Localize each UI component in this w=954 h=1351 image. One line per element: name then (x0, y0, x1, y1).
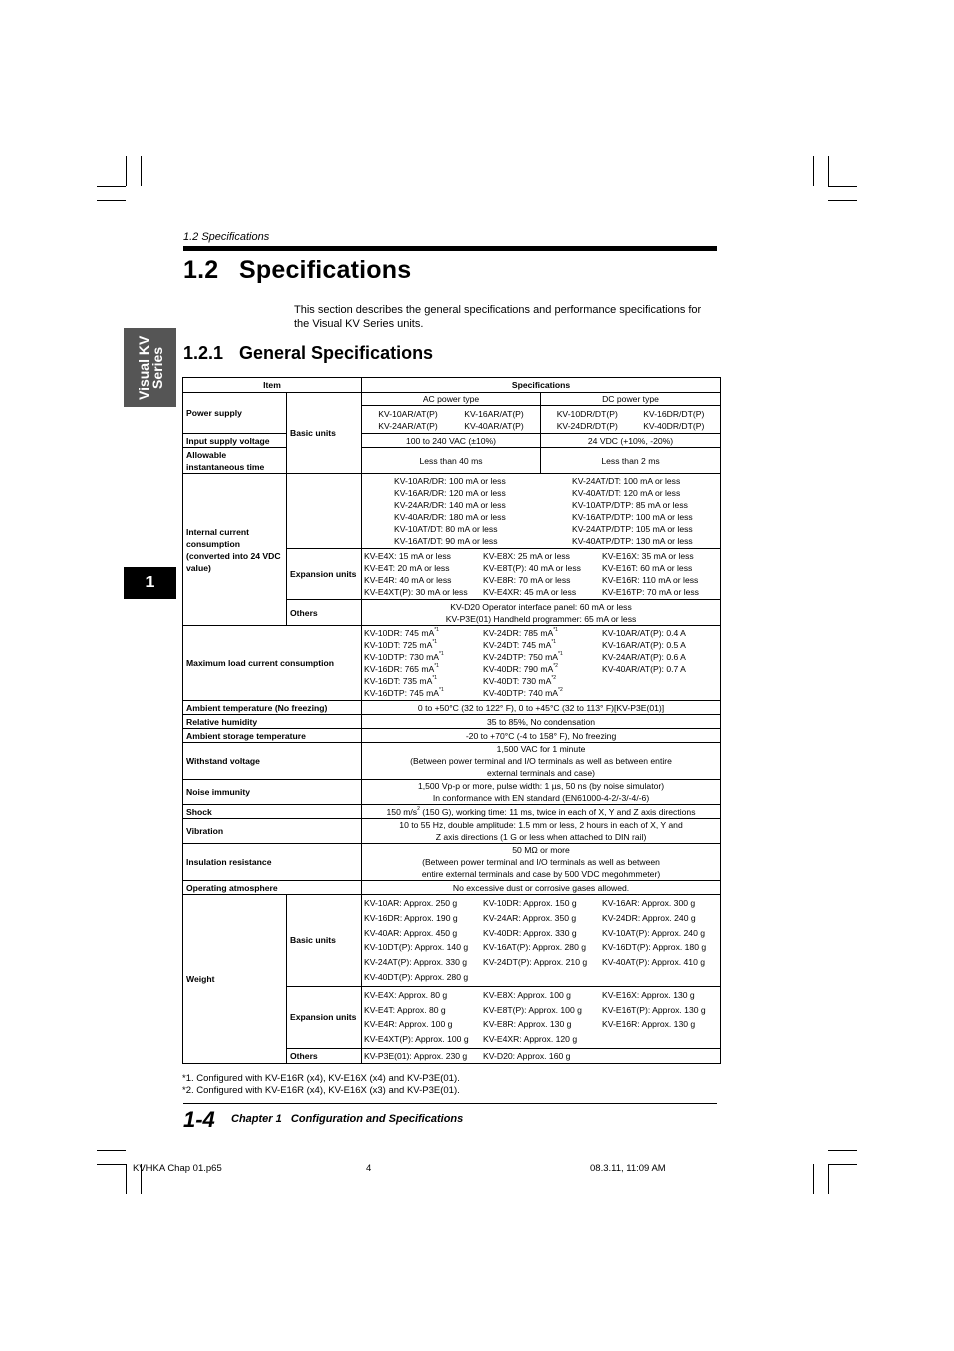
weight-value: KV-10DT(P): Approx. 140 g (364, 942, 469, 953)
table-row (183, 393, 721, 406)
row-label: Noise immunity (183, 780, 362, 805)
max-load-value: KV-24DTP: 750 $mA^{*1}$ (483, 651, 563, 662)
max-load-value: KV-16DTP: 745 $mA^{*1}$ (364, 687, 444, 698)
footnote-marker: *1 (558, 651, 563, 657)
running-header: 1.2 Specifications (183, 231, 270, 243)
expansion-weight-list (362, 987, 720, 1048)
model-label: KV-40DR/DT(P) (643, 420, 705, 431)
value-line: entire external terminals and case by 500 VDC megohmmeter) (421, 869, 661, 879)
footnote-marker: *1 (432, 675, 438, 681)
current-value: KV-E8T(P): 40 mA or less (483, 563, 581, 573)
value-line: (Between power terminal and I/O terminals as well as between (422, 857, 660, 867)
crop-mark (126, 156, 127, 186)
max-load-list (362, 626, 720, 700)
current-value: KV-40ATP/DTP: 130 mA or less (572, 536, 693, 546)
crop-mark (97, 1164, 126, 1165)
current-value: KV-24ATP/DTP: 105 mA or less (572, 524, 693, 534)
crop-mark (141, 156, 142, 186)
model-label: KV-24DR/DT(P) (556, 420, 618, 431)
table-row (183, 805, 721, 819)
value-line: In conformance with EN standard (EN61000-4-2/-3/-4/-6) (432, 793, 650, 803)
footnote-marker: *1 (434, 663, 439, 669)
row-label: Allowable instantaneous time (183, 448, 287, 474)
value-line: KV-P3E(01) Handheld programmer: 65 mA or less (445, 613, 637, 624)
footnote-marker: *2 (553, 663, 558, 669)
cell-value: 35 to 85%, No condensation (362, 715, 721, 729)
weight-value: KV-24DR: Approx. 240 g (602, 912, 696, 923)
max-load-value: KV-24DR: 785 $mA^{*1}$ (483, 627, 558, 638)
section-number: 1.2.1 (183, 343, 224, 363)
shock-value-rest: (150 G), working time: 11 ms, twice in each of X, Y and Z axis directions (419, 806, 696, 817)
footnote-marker: *1 (439, 687, 444, 693)
value-line: 1,500 Vp-p or more, pulse width: 1 µs, 50 ns (by noise simulator) (417, 781, 665, 791)
current-value: KV-40AT/DT: 120 mA or less (572, 488, 681, 498)
cell-value (362, 780, 721, 805)
expansion-weight-values (362, 986, 721, 1048)
footnote-marker: *2 (558, 687, 563, 693)
table-row (183, 743, 721, 780)
footnote-marker: *1 (434, 627, 439, 633)
group-label: Others (287, 600, 362, 626)
current-value: KV-24AT/DT: 100 mA or less (572, 476, 681, 486)
table-row (183, 729, 721, 743)
table-row (183, 701, 721, 715)
crop-mark (828, 156, 829, 186)
footnote-marker: *1 (551, 639, 557, 645)
basic-current-values (362, 474, 721, 549)
page-title-text: Specifications (239, 256, 412, 284)
current-value: KV-10AR/DR: 100 mA or less (394, 476, 506, 486)
current-value: KV-E16T: 60 mA or less (602, 563, 693, 573)
cell-value: 100 to 240 VAC (±10%) (362, 434, 541, 448)
weight-value: KV-E4T: Approx. 80 g (364, 1004, 446, 1015)
section-title (183, 343, 433, 364)
weight-value: KV-16AR: Approx. 300 g (602, 898, 696, 908)
current-value: KV-16ATP/DTP: 100 mA or less (572, 512, 693, 522)
row-label: Internal current consumption (converted into 24 VDC value) (183, 474, 287, 626)
current-value: KV-24AR/DR: 140 mA or less (394, 500, 506, 510)
table-header-row (183, 378, 721, 393)
max-load-value (602, 687, 720, 699)
header-specifications: Specifications (362, 378, 721, 393)
imprint-date: 08.3.11, 11:09 AM (590, 1163, 666, 1174)
current-value: KV-10ATP/DTP: 85 mA or less (572, 500, 688, 510)
weight-value (602, 970, 720, 985)
value-line: 1,500 VAC for 1 minute (496, 744, 586, 754)
row-label: Insulation resistance (183, 844, 362, 881)
value-line: 50 MΩ or more (512, 845, 570, 855)
weight-value: KV-P3E(01): Approx. 230 g (364, 1050, 468, 1061)
side-tab (124, 328, 176, 407)
group-label: Basic units (287, 895, 362, 987)
current-value: KV-E4T: 20 mA or less (364, 563, 450, 573)
weight-value: KV-40AT(P): Approx. 410 g (602, 957, 706, 968)
weight-value: KV-24DT(P): Approx. 210 g (483, 957, 588, 968)
crop-mark (126, 1164, 127, 1194)
value-line: external terminals and case) (487, 768, 595, 778)
group-label: Expansion units (287, 986, 362, 1048)
max-load-value: KV-10AR/AT(P): 0.4 A (602, 628, 686, 638)
row-label: Weight (183, 895, 287, 1064)
expansion-current-list (362, 549, 720, 599)
weight-value: KV-40DR: Approx. 330 g (483, 927, 577, 938)
model-label: KV-24AR/AT(P) (378, 420, 438, 431)
max-load-value: KV-40DTP: 740 $mA^{*2}$ (483, 687, 563, 698)
imprint-file: KVHKA Chap 01.p65 (133, 1163, 222, 1174)
current-value: KV-E16TP: 70 mA or less (602, 587, 699, 597)
table-row (183, 780, 721, 805)
intro-paragraph: This section describes the general specifications and performance specifications for the Visual KV Series units. (294, 304, 702, 330)
weight-value: KV-E4X: Approx. 80 g (364, 989, 448, 1000)
weight-value: KV-E8T(P): Approx. 100 g (483, 1004, 582, 1015)
footnote-marker: *1 (439, 651, 444, 657)
max-load-value: KV-10DT: 725 $mA^{*1}$ (364, 639, 438, 650)
row-label: Maximum load current consumption (183, 626, 362, 701)
dc-type-header: DC power type (541, 393, 721, 406)
max-load-value: KV-40AR/AT(P): 0.7 A (602, 664, 686, 674)
cell-value (362, 819, 721, 844)
max-load-value: KV-24DT: 745 $mA^{*1}$ (483, 639, 557, 650)
others-weight-list (362, 1049, 720, 1063)
weight-value: KV-10DR: Approx. 150 g (483, 898, 577, 908)
cell-value: -20 to +70°C (-4 to 158° F), No freezing (362, 729, 721, 743)
weight-value: KV-10AT(P): Approx. 240 g (602, 927, 706, 938)
weight-value: KV-E16R: Approx. 130 g (602, 1019, 696, 1030)
current-value: KV-16AT/DT: 90 mA or less (394, 536, 498, 546)
row-label: Input supply voltage (183, 434, 287, 448)
current-value: KV-10AT/DT: 80 mA or less (394, 524, 498, 534)
crop-mark (828, 1164, 857, 1165)
row-label: Withstand voltage (183, 743, 362, 780)
chapter-tab: 1 (124, 567, 176, 599)
row-label: Vibration (183, 819, 362, 844)
row-label: Shock (183, 805, 362, 819)
max-load-value (602, 675, 720, 687)
max-load-values (362, 626, 721, 701)
crop-mark (97, 186, 126, 187)
cell-value: No excessive dust or corrosive gases allowed. (362, 881, 721, 895)
expansion-current-values (362, 549, 721, 600)
weight-value: KV-E8R: Approx. 130 g (483, 1019, 572, 1030)
current-value: KV-E8R: 70 mA or less (483, 575, 571, 585)
current-value: KV-40AR/DR: 180 mA or less (394, 512, 506, 522)
section-text: General Specifications (239, 343, 434, 363)
cell-value: Less than 40 ms (362, 448, 541, 474)
weight-value: KV-E4XR: Approx. 120 g (483, 1034, 578, 1045)
weight-value: KV-16AT(P): Approx. 280 g (483, 942, 587, 953)
footnote: *2. Configured with KV-E16R (x4), KV-E16X (x3) and KV-P3E(01). (182, 1085, 460, 1096)
model-label: KV-16AR/AT(P) (464, 408, 524, 419)
crop-mark (828, 200, 857, 201)
specifications-table (182, 377, 721, 1064)
model-label: KV-40AR/AT(P) (464, 420, 524, 431)
current-value: KV-16AR/DR: 120 mA or less (394, 488, 506, 498)
table-row (183, 881, 721, 895)
imprint-page: 4 (366, 1163, 372, 1174)
cell-value: 0 to +50°C (32 to 122° F), 0 to +45°C (32 to 113° F)[KV-P3E(01)] (362, 701, 721, 715)
table-row (183, 448, 721, 474)
shock-value: 150 m/s (386, 806, 418, 817)
crop-mark (828, 186, 857, 187)
max-load-value: KV-10DR: 745 $mA^{*1}$ (364, 627, 439, 638)
basic-weight-values (362, 895, 721, 987)
ac-type-header: AC power type (362, 393, 541, 406)
weight-value (483, 970, 602, 985)
current-value: KV-E16X: 35 mA or less (602, 551, 694, 561)
current-value: KV-E4XT(P): 30 mA or less (364, 587, 468, 597)
table-row (183, 474, 721, 549)
basic-current-list (362, 474, 720, 548)
table-row (183, 626, 721, 701)
row-label: Operating atmosphere (183, 881, 362, 895)
value-line: 10 to 55 Hz, double amplitude: 1.5 mm or less, 2 hours in each of X, Y and (399, 820, 683, 830)
weight-value: KV-10AR: Approx. 250 g (364, 898, 458, 908)
max-load-value: KV-10DTP: 730 $mA^{*1}$ (364, 651, 444, 662)
crop-mark (97, 200, 126, 201)
cell-value (362, 805, 721, 819)
value-line: (Between power terminal and I/O terminals as well as between entire (410, 756, 672, 766)
current-value: KV-E4XR: 45 mA or less (483, 587, 577, 597)
others-weight-values (362, 1048, 721, 1063)
others-current-values (362, 600, 721, 626)
model-label: KV-10AR/AT(P) (378, 408, 438, 419)
model-label: KV-10DR/DT(P) (556, 408, 618, 419)
cell-value: Less than 2 ms (541, 448, 721, 474)
row-label: Relative humidity (183, 715, 362, 729)
weight-value: KV-E16X: Approx. 130 g (602, 989, 695, 1000)
footnote: *1. Configured with KV-E16R (x4), KV-E16X (x4) and KV-P3E(01). (182, 1073, 460, 1084)
header-rule (183, 246, 717, 251)
max-load-value: KV-16AR/AT(P): 0.5 A (602, 640, 686, 650)
group-label: Basic units (287, 393, 362, 474)
weight-value: KV-24AT(P): Approx. 330 g (364, 957, 468, 968)
shock-unit-superscript: 2 (417, 805, 420, 812)
table-row (183, 819, 721, 844)
crop-mark (828, 1150, 857, 1151)
current-value: KV-E4R: 40 mA or less (364, 575, 452, 585)
row-label: Power supply (183, 393, 287, 434)
max-load-value: KV-40DT: 730 $mA^{*2}$ (483, 675, 557, 686)
weight-value: KV-E4R: Approx. 100 g (364, 1019, 453, 1030)
weight-value: KV-E16T(P): Approx. 130 g (602, 1004, 706, 1015)
group-label: Others (287, 1048, 362, 1063)
weight-value: KV-40AR: Approx. 450 g (364, 927, 458, 938)
header-item: Item (183, 378, 362, 393)
chapter-footer: Chapter 1 Configuration and Specifications (231, 1113, 464, 1125)
crop-mark (813, 156, 814, 186)
group-label-continued (287, 474, 362, 549)
footnote-marker: *1 (553, 627, 558, 633)
weight-value (602, 1050, 720, 1062)
footer-rule (183, 1103, 717, 1104)
basic-weight-list (362, 895, 720, 986)
weight-value: KV-40DT(P): Approx. 280 g (364, 971, 469, 982)
crop-mark (97, 1150, 126, 1151)
ac-models (362, 406, 541, 434)
weight-value: KV-E8X: Approx. 100 g (483, 989, 571, 1000)
cell-value (362, 743, 721, 780)
side-tab-label: Visual KV Series (136, 335, 165, 401)
page-number: 1-4 (183, 1107, 215, 1132)
footnote-marker: *2 (551, 675, 557, 681)
dc-models (541, 406, 721, 434)
weight-value: KV-16DR: Approx. 190 g (364, 912, 458, 923)
max-load-value: KV-40DR: 790 $mA^{*2}$ (483, 663, 558, 674)
max-load-value: KV-24AR/AT(P): 0.6 A (602, 652, 686, 662)
max-load-value: KV-16DT: 735 $mA^{*1}$ (364, 675, 438, 686)
table-row (183, 434, 721, 448)
current-value: KV-E16R: 110 mA or less (602, 575, 699, 585)
row-label: Ambient storage temperature (183, 729, 362, 743)
weight-value: KV-16DT(P): Approx. 180 g (602, 942, 707, 953)
model-label: KV-16DR/DT(P) (643, 408, 705, 419)
row-label: Ambient temperature (No freezing) (183, 701, 362, 715)
crop-mark (813, 1164, 814, 1194)
footnote-marker: *1 (432, 639, 438, 645)
value-line: Z axis directions (1 G or less when attached to DIN rail) (435, 832, 647, 842)
group-label: Expansion units (287, 549, 362, 600)
cell-value: 24 VDC (+10%, -20%) (541, 434, 721, 448)
weight-value: KV-D20: Approx. 160 g (483, 1050, 571, 1061)
footnotes (182, 1073, 460, 1097)
current-value: KV-E8X: 25 mA or less (483, 551, 570, 561)
page-title (183, 256, 411, 285)
cell-value (362, 844, 721, 881)
weight-value: KV-24AR: Approx. 350 g (483, 912, 577, 923)
crop-mark (828, 1164, 829, 1194)
weight-value: KV-E4XT(P): Approx. 100 g (364, 1034, 469, 1045)
weight-value (602, 1032, 720, 1047)
max-load-value: KV-16DR: 765 $mA^{*1}$ (364, 663, 439, 674)
current-value: KV-E4X: 15 mA or less (364, 551, 451, 561)
value-line: KV-D20 Operator interface panel: 60 mA or less (450, 601, 632, 612)
page-title-number: 1.2 (183, 256, 219, 284)
table-row (183, 895, 721, 987)
table-row (183, 844, 721, 881)
table-row (183, 715, 721, 729)
